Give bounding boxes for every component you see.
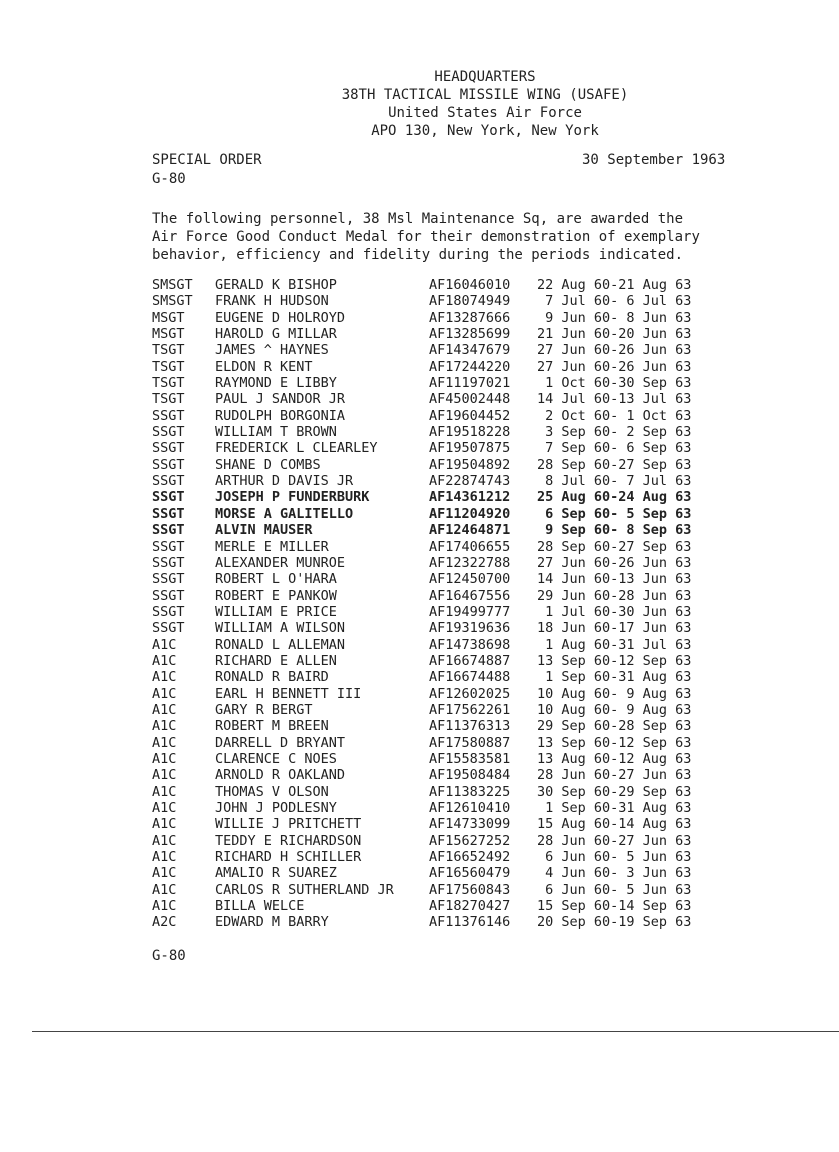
roster-row [152,473,752,489]
name-cell: RONALD L ALLEMAN [215,636,346,653]
roster-row [152,669,752,685]
name-cell: EARL H BENNETT III [215,685,362,702]
roster-row [152,816,752,832]
serial-number-cell: AF19319636 [429,620,511,637]
period-cell: 28 Sep 60-27 Sep 63 [537,538,692,555]
roster-row [152,506,752,522]
letterhead-line-2: 38TH TACTICAL MISSILE WING (USAFE) [341,87,629,103]
letterhead-line-1: HEADQUARTERS [434,69,536,85]
serial-number-cell: AF14347679 [429,342,511,359]
name-cell: SHANE D COMBS [215,456,321,473]
roster-row [152,375,752,391]
grade-cell: A1C [152,767,177,784]
serial-number-cell: AF13287666 [429,309,511,326]
grade-cell: MSGT [152,309,185,326]
serial-number-cell: AF19518228 [429,424,511,441]
serial-number-cell: AF17580887 [429,734,511,751]
grade-cell: TSGT [152,391,185,408]
name-cell: RICHARD E ALLEN [215,652,337,669]
name-cell: ELDON R KENT [215,358,313,375]
serial-number-cell: AF17560843 [429,881,511,898]
name-cell: ARNOLD R OAKLAND [215,767,346,784]
roster-row [152,522,752,538]
roster-row [152,408,752,424]
period-cell: 30 Sep 60-29 Sep 63 [537,783,692,800]
serial-number-cell: AF45002448 [429,391,511,408]
serial-number-cell: AF19504892 [429,456,511,473]
period-cell: 20 Sep 60-19 Sep 63 [537,914,692,931]
name-cell: GARY R BERGT [215,701,313,718]
name-cell: WILLIAM E PRICE [215,603,337,620]
serial-number-cell: AF12322788 [429,554,511,571]
letterhead-line-3: United States Air Force [388,105,582,121]
name-cell: DARRELL D BRYANT [215,734,346,751]
roster-row [152,914,752,930]
roster-row [152,686,752,702]
serial-number-cell: AF17244220 [429,358,511,375]
grade-cell: SSGT [152,620,185,637]
grade-cell: SSGT [152,538,185,555]
roster-row [152,424,752,440]
name-cell: FRANK H HUDSON [215,293,329,310]
serial-number-cell: AF19507875 [429,440,511,457]
serial-number-cell: AF12610410 [429,800,511,816]
period-cell: 15 Aug 60-14 Aug 63 [537,816,692,833]
period-cell: 28 Jun 60-27 Jun 63 [537,832,692,849]
roster-row [152,751,752,767]
serial-number-cell: AF12450700 [429,571,511,588]
roster-row [152,637,752,653]
name-cell: FREDERICK L CLEARLEY [215,440,378,457]
period-cell: 6 Jun 60- 5 Jun 63 [537,881,692,898]
period-cell: 8 Jul 60- 7 Jul 63 [537,473,692,490]
roster-row [152,882,752,898]
name-cell: ALVIN MAUSER [215,522,313,539]
roster-row [152,898,752,914]
period-cell: 21 Jun 60-20 Jun 63 [537,326,692,343]
period-cell: 7 Sep 60- 6 Sep 63 [537,440,692,457]
period-cell: 13 Sep 60-12 Sep 63 [537,652,692,669]
grade-cell: A1C [152,881,177,898]
serial-number-cell: AF16560479 [429,865,511,882]
period-cell: 18 Jun 60-17 Jun 63 [537,620,692,637]
roster-row [152,588,752,604]
serial-number-cell: AF11197021 [429,375,511,392]
roster-row [152,865,752,881]
grade-cell: TSGT [152,375,185,392]
serial-number-cell: AF18074949 [429,293,511,310]
serial-number-cell: AF14733099 [429,816,511,833]
serial-number-cell: AF16674887 [429,652,511,669]
serial-number-cell: AF16674488 [429,669,511,686]
name-cell: PAUL J SANDOR JR [215,391,346,408]
period-cell: 14 Jun 60-13 Jun 63 [537,571,692,588]
grade-cell: A1C [152,865,177,882]
name-cell: RICHARD H SCHILLER [215,849,362,866]
roster-row [152,539,752,555]
grade-cell: SSGT [152,522,185,539]
grade-cell: SSGT [152,456,185,473]
roster-row [152,571,752,587]
grade-cell: A1C [152,636,177,653]
grade-cell: A1C [152,669,177,686]
period-cell: 1 Oct 60-30 Sep 63 [537,375,692,392]
period-cell: 1 Sep 60-31 Aug 63 [537,669,692,686]
period-cell: 10 Aug 60- 9 Aug 63 [537,685,692,702]
personnel-roster [152,277,752,931]
name-cell: WILLIAM T BROWN [215,424,337,441]
serial-number-cell: AF15583581 [429,750,511,767]
serial-number-cell: AF16467556 [429,587,511,604]
grade-cell: TSGT [152,358,185,375]
grade-cell: SSGT [152,440,185,457]
grade-cell: A1C [152,718,177,735]
roster-row [152,359,752,375]
intro-line-3: behavior, efficiency and fidelity during the periods indicated. [152,247,684,263]
period-cell: 9 Jun 60- 8 Jun 63 [537,309,692,326]
serial-number-cell: AF17562261 [429,701,511,718]
period-cell: 25 Aug 60-24 Aug 63 [537,489,692,506]
grade-cell: A1C [152,652,177,669]
name-cell: GERALD K BISHOP [215,277,337,293]
name-cell: ARTHUR D DAVIS JR [215,473,354,490]
serial-number-cell: AF14361212 [429,489,511,506]
period-cell: 10 Aug 60- 9 Aug 63 [537,701,692,718]
period-cell: 15 Sep 60-14 Sep 63 [537,898,692,915]
serial-number-cell: AF19499777 [429,603,511,620]
grade-cell: MSGT [152,326,185,343]
letterhead-line-4: APO 130, New York, New York [371,123,599,139]
footer-order-number: G-80 [152,948,186,964]
period-cell: 6 Jun 60- 5 Jun 63 [537,849,692,866]
grade-cell: A1C [152,734,177,751]
intro-paragraph [152,210,752,264]
roster-row [152,310,752,326]
roster-row [152,326,752,342]
serial-number-cell: AF16046010 [429,277,511,293]
roster-row [152,440,752,456]
grade-cell: SSGT [152,473,185,490]
name-cell: JOHN J PODLESNY [215,800,337,816]
roster-row [152,849,752,865]
roster-row [152,702,752,718]
name-cell: THOMAS V OLSON [215,783,329,800]
grade-cell: A2C [152,914,177,931]
period-cell: 1 Sep 60-31 Aug 63 [537,800,692,816]
name-cell: RAYMOND E LIBBY [215,375,337,392]
roster-row [152,767,752,783]
grade-cell: SSGT [152,587,185,604]
grade-cell: SSGT [152,603,185,620]
roster-row [152,800,752,816]
letterhead [300,68,670,140]
serial-number-cell: AF16652492 [429,849,511,866]
grade-cell: A1C [152,849,177,866]
grade-cell: A1C [152,800,177,816]
serial-number-cell: AF11376146 [429,914,511,931]
serial-number-cell: AF17406655 [429,538,511,555]
grade-cell: A1C [152,685,177,702]
order-date: 30 September 1963 [582,152,726,168]
serial-number-cell: AF19604452 [429,407,511,424]
name-cell: ALEXANDER MUNROE [215,554,346,571]
period-cell: 13 Aug 60-12 Aug 63 [537,750,692,767]
period-cell: 6 Sep 60- 5 Sep 63 [537,505,692,522]
period-cell: 28 Jun 60-27 Jun 63 [537,767,692,784]
period-cell: 1 Jul 60-30 Jun 63 [537,603,692,620]
roster-row [152,735,752,751]
serial-number-cell: AF13285699 [429,326,511,343]
serial-number-cell: AF15627252 [429,832,511,849]
roster-row [152,833,752,849]
intro-line-1: The following personnel, 38 Msl Maintenance Sq, are awarded the [152,211,684,227]
roster-row [152,555,752,571]
name-cell: WILLIAM A WILSON [215,620,346,637]
page-divider [32,1031,839,1032]
roster-row [152,342,752,358]
period-cell: 29 Jun 60-28 Jun 63 [537,587,692,604]
roster-row [152,293,752,309]
grade-cell: TSGT [152,342,185,359]
period-cell: 9 Sep 60- 8 Sep 63 [537,522,692,539]
roster-row [152,718,752,734]
grade-cell: SSGT [152,554,185,571]
roster-row [152,784,752,800]
serial-number-cell: AF11376313 [429,718,511,735]
period-cell: 27 Jun 60-26 Jun 63 [537,554,692,571]
period-cell: 29 Sep 60-28 Sep 63 [537,718,692,735]
serial-number-cell: AF19508484 [429,767,511,784]
serial-number-cell: AF11383225 [429,783,511,800]
order-type: SPECIAL ORDER [152,152,262,168]
name-cell: JAMES ^ HAYNES [215,342,329,359]
roster-row [152,620,752,636]
period-cell: 1 Aug 60-31 Jul 63 [537,636,692,653]
name-cell: EUGENE D HOLROYD [215,309,346,326]
roster-row [152,653,752,669]
period-cell: 13 Sep 60-12 Sep 63 [537,734,692,751]
name-cell: MERLE E MILLER [215,538,329,555]
name-cell: JOSEPH P FUNDERBURK [215,489,370,506]
grade-cell: A1C [152,816,177,833]
grade-cell: SSGT [152,571,185,588]
period-cell: 28 Sep 60-27 Sep 63 [537,456,692,473]
grade-cell: SMSGT [152,277,193,293]
roster-row [152,489,752,505]
roster-row [152,277,752,293]
serial-number-cell: AF12464871 [429,522,511,539]
grade-cell: A1C [152,750,177,767]
grade-cell: A1C [152,898,177,915]
grade-cell: A1C [152,832,177,849]
name-cell: CLARENCE C NOES [215,750,337,767]
grade-cell: A1C [152,783,177,800]
serial-number-cell: AF12602025 [429,685,511,702]
serial-number-cell: AF14738698 [429,636,511,653]
intro-line-2: Air Force Good Conduct Medal for their demonstration of exemplary [152,229,700,245]
period-cell: 3 Sep 60- 2 Sep 63 [537,424,692,441]
name-cell: EDWARD M BARRY [215,914,329,931]
period-cell: 4 Jun 60- 3 Jun 63 [537,865,692,882]
name-cell: ROBERT E PANKOW [215,587,337,604]
name-cell: CARLOS R SUTHERLAND JR [215,881,394,898]
name-cell: BILLA WELCE [215,898,305,915]
period-cell: 27 Jun 60-26 Jun 63 [537,358,692,375]
order-number: G-80 [152,171,186,187]
serial-number-cell: AF11204920 [429,505,511,522]
grade-cell: SSGT [152,407,185,424]
period-cell: 2 Oct 60- 1 Oct 63 [537,407,692,424]
name-cell: MORSE A GALITELLO [215,505,354,522]
name-cell: WILLIE J PRITCHETT [215,816,362,833]
period-cell: 7 Jul 60- 6 Jul 63 [537,293,692,310]
serial-number-cell: AF22874743 [429,473,511,490]
grade-cell: SMSGT [152,293,193,310]
roster-row [152,457,752,473]
name-cell: RONALD R BAIRD [215,669,329,686]
name-cell: HAROLD G MILLAR [215,326,337,343]
roster-row [152,604,752,620]
period-cell: 27 Jun 60-26 Jun 63 [537,342,692,359]
name-cell: AMALIO R SUAREZ [215,865,337,882]
period-cell: 14 Jul 60-13 Jul 63 [537,391,692,408]
name-cell: RUDOLPH BORGONIA [215,407,346,424]
name-cell: ROBERT L O'HARA [215,571,337,588]
grade-cell: SSGT [152,424,185,441]
name-cell: TEDDY E RICHARDSON [215,832,362,849]
roster-row [152,391,752,407]
period-cell: 22 Aug 60-21 Aug 63 [537,277,692,293]
grade-cell: SSGT [152,505,185,522]
serial-number-cell: AF18270427 [429,898,511,915]
grade-cell: SSGT [152,489,185,506]
grade-cell: A1C [152,701,177,718]
name-cell: ROBERT M BREEN [215,718,329,735]
